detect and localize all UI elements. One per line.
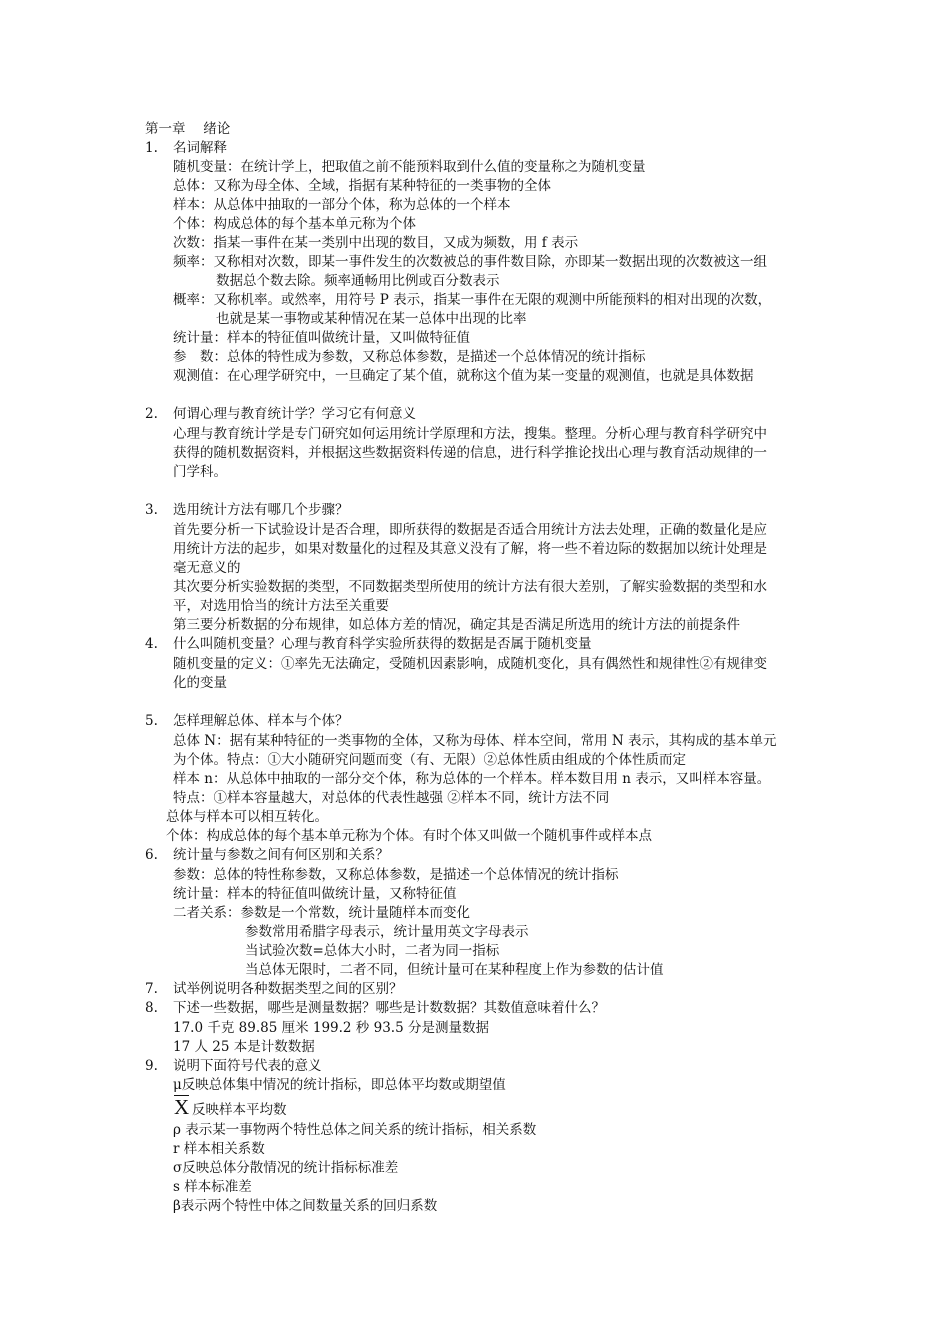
q5-title: 怎样理解总体、样本与个体？ — [173, 713, 349, 729]
q1-line: 统计量：样本的特征值叫做统计量，又叫做特征值 — [173, 330, 470, 346]
q4-line: 化的变量 — [173, 675, 227, 691]
q6-line: 参数常用希腊字母表示，统计量用英文字母表示 — [245, 924, 529, 940]
q1-line: 总体：又称为母全体、全域，指据有某种特征的一类事物的全体 — [173, 178, 551, 194]
q1-line: 也就是某一事物或某种情况在某一总体中出现的比率 — [216, 311, 527, 327]
chapter-title: 第一章 绪论 — [145, 121, 231, 137]
q9-line: 反映样本平均数 — [192, 1102, 287, 1118]
q9-line: β表示两个特性中体之间数量关系的回归系数 — [173, 1198, 438, 1214]
q3-number: 3. — [145, 502, 158, 518]
q9-line: r 样本相关系数 — [173, 1141, 265, 1157]
q3-line: 毫无意义的 — [173, 560, 241, 576]
q2-title: 何谓心理与教育统计学？学习它有何意义 — [173, 406, 416, 422]
q8-line: 17.0 千克 89.85 厘米 199.2 秒 93.5 分是测量数据 — [173, 1020, 489, 1036]
q6-line: 当总体无限时，二者不同，但统计量可在某种程度上作为参数的估计值 — [245, 962, 664, 978]
q6-line: 二者关系：参数是一个常数，统计量随样本而变化 — [173, 905, 470, 921]
q3-title: 选用统计方法有哪几个步骤？ — [173, 502, 349, 518]
q1-line: 观测值：在心理学研究中，一旦确定了某个值，就称这个值为某一变量的观测值，也就是具体数据 — [173, 368, 754, 384]
q9-line: s 样本标准差 — [173, 1179, 252, 1195]
q1-line: 频率：又称相对次数，即某一事件发生的次数被总的事件数目除，亦即某一数据出现的次数被这一组 — [173, 254, 767, 270]
q4-line: 随机变量的定义：①率先无法确定，受随机因素影响，成随机变化，具有偶然性和规律性②有规律变 — [173, 656, 767, 672]
q1-number: 1. — [145, 140, 158, 156]
q8-number: 8. — [145, 1000, 158, 1016]
q5-number: 5. — [145, 713, 158, 729]
q8-title: 下述一些数据，哪些是测量数据？哪些是计数数据？其数值意味着什么？ — [173, 1000, 605, 1016]
q6-line: 参数：总体的特性称参数，又称总体参数，是描述一个总体情况的统计指标 — [173, 867, 619, 883]
q2-line: 获得的随机数据资料，并根据这些数据资料传递的信息，进行科学推论找出心理与教育活动规律的一 — [173, 445, 767, 461]
q4-title: 什么叫随机变量？心理与教育科学实验所获得的数据是否属于随机变量 — [173, 636, 592, 652]
q6-number: 6. — [145, 847, 158, 863]
q1-line: 数据总个数去除。频率通畅用比例或百分数表示 — [216, 273, 500, 289]
q5-line: 特点：①样本容量越大，对总体的代表性越强 ②样本不同，统计方法不同 — [173, 790, 610, 806]
q8-line: 17 人 25 本是计数数据 — [173, 1039, 315, 1055]
q1-line: 参 数：总体的特性成为参数，又称总体参数，是描述一个总体情况的统计指标 — [173, 349, 646, 365]
q1-line: 次数：指某一事件在某一类别中出现的数目，又成为频数，用 f 表示 — [173, 235, 579, 251]
q3-line: 平，对选用恰当的统计方法至关重要 — [173, 598, 389, 614]
q5-line: 为个体。特点：①大小随研究问题而变（有、无限）②总体性质由组成的个体性质而定 — [173, 752, 686, 768]
q1-line: 概率：又称机率。或然率，用符号 P 表示，指某一事件在无限的观测中所能预料的相对出现的次数， — [173, 292, 772, 308]
q3-line: 其次要分析实验数据的类型，不同数据类型所使用的统计方法有很大差别，了解实验数据的类型和水 — [173, 579, 767, 595]
q1-line: 个体：构成总体的每个基本单元称为个体 — [173, 216, 416, 232]
q5-line: 样本 n：从总体中抽取的一部分交个体，称为总体的一个样本。样本数目用 n 表示，又叫样本容量。 — [173, 771, 771, 787]
q9-line: μ反映总体集中情况的统计指标，即总体平均数或期望值 — [173, 1077, 506, 1093]
q3-line: 用统计方法的起步，如果对数量化的过程及其意义没有了解，将一些不着边际的数据加以统计处理是 — [173, 541, 767, 557]
x-bar-letter: X — [174, 1095, 190, 1119]
q6-line: 统计量：样本的特征值叫做统计量，又称特征值 — [173, 886, 457, 902]
q9-number: 9. — [145, 1058, 158, 1074]
q3-line: 第三要分析数据的分布规律，如总体方差的情况，确定其是否满足所选用的统计方法的前提条件 — [173, 617, 740, 633]
q7-number: 7. — [145, 981, 158, 997]
q6-title: 统计量与参数之间有何区别和关系？ — [173, 847, 389, 863]
q6-line: 当试验次数=总体大小时，二者为同一指标 — [245, 943, 500, 959]
q2-line: 心理与教育统计学是专门研究如何运用统计学原理和方法，搜集。整理。分析心理与教育科学研究中 — [173, 426, 767, 442]
q4-number: 4. — [145, 636, 158, 652]
q9-title: 说明下面符号代表的意义 — [173, 1058, 322, 1074]
q3-line: 首先要分析一下试验设计是否合理，即所获得的数据是否适合用统计方法去处理，正确的数量化是应 — [173, 522, 767, 538]
q1-line: 随机变量：在统计学上，把取值之前不能预料取到什么值的变量称之为随机变量 — [173, 159, 646, 175]
x-bar-symbol — [174, 1095, 189, 1118]
q1-title: 名词解释 — [173, 140, 227, 156]
q9-line: σ反映总体分散情况的统计指标标准差 — [173, 1160, 399, 1176]
q9-line: ρ 表示某一事物两个特性总体之间关系的统计指标，相关系数 — [173, 1122, 537, 1138]
q2-line: 门学科。 — [173, 464, 227, 480]
q5-line: 个体：构成总体的每个基本单元称为个体。有时个体又叫做一个随机事件或样本点 — [166, 828, 652, 844]
q1-line: 样本：从总体中抽取的一部分个体，称为总体的一个样本 — [173, 197, 511, 213]
q5-line: 总体 N：据有某种特征的一类事物的全体，又称为母体、样本空间，常用 N 表示，其构成的基本单元 — [173, 733, 777, 749]
q5-line: 总体与样本可以相互转化。 — [166, 809, 328, 825]
q7-title: 试举例说明各种数据类型之间的区别？ — [173, 981, 403, 997]
q2-number: 2. — [145, 406, 158, 422]
